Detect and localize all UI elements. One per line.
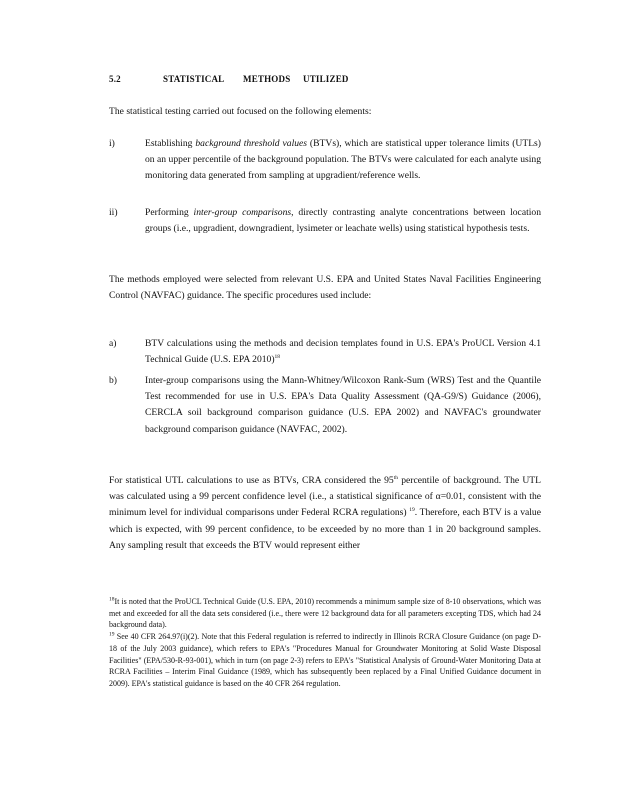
footnote-19: $^{19}$ See 40 CFR 264.97(i)(2). Note that this Federal regulation is referred to indirectly in Illinois RCRA Closure Guidance (on page D-18 of the July 2003 guidance), which refers to EPA's "Procedures Manual for Groundwater Monitoring at Solid Waste Disposal Facilities" (EPA/530-R-93-001), which in turn (on page 2-3) refers to EPA's "Statistical Analysis of Ground-Water Monitoring Data at RCRA Facilities – Interim Final Guidance (1989, which has subsequently been replaced by a Final Unified Guidance document in 2009). EPA's statistical guidance is based on the 40 CFR 264 regulation.: [109, 631, 541, 688]
section-number: 5.2: [109, 74, 121, 84]
section-title-word-3: UTILIZED: [303, 74, 349, 84]
section-title-word-1: STATISTICAL: [163, 74, 225, 84]
footnote-18: $^{18}$It is noted that the ProUCL Technical Guide (U.S. EPA, 2010) recommends a minimum sample size of 8-10 observations, which was met and exceeded for all the data sets considered (i.e., there were 12 background data for all parameters excepting TDS, which had 24 background data).: [109, 596, 541, 630]
element-body: Establishing background threshold values (BTVs), which are statistical upper tolerance limits (UTLs) on an upper percentile of the background population. The BTVs were calculated for each analyte using monitoring data generated from sampling at upgradient/reference wells.: [145, 138, 541, 182]
procedure-body: Inter-group comparisons using the Mann-Whitney/Wilcoxon Rank-Sum (WRS) Test and the Quantile Test recommended for use in U.S. EPA's Data Quality Assessment (QA-G9/S) Guidance (2006), CERCLA soil background comparison guidance (U.S. EPA 2002) and NAVFAC's groundwater background comparison guidance (NAVFAC, 2002).: [145, 375, 541, 435]
element-body: Performing inter-group comparisons, directly contrasting analyte concentrations between location groups (i.e., upgradient, downgradient, lysimeter or leachate wells) using statistical hypothesis tests.: [145, 207, 541, 235]
utl-paragraph: For statistical UTL calculations to use as BTVs, CRA considered the 95th percentile of background. The UTL was calculated using a 99 percent confidence level (i.e., a statistical significance of α=0.01, consistent with the minimum level for individual comparisons under Federal RCRA regulations) $^{19}$. Therefore, each BTV is a value which is expected, with 99 percent confidence, to be exceeded by no more than 1 in 20 background samples. Any sampling result that exceeds the BTV would represent either: [109, 474, 541, 551]
footnote-ref-19[interactable]: 19: [409, 507, 415, 514]
section-title-word-2: METHODS: [243, 74, 291, 84]
procedure-marker: b): [109, 375, 117, 386]
element-marker: ii): [109, 207, 118, 218]
procedure-marker: a): [109, 338, 117, 349]
footnote-ref-18[interactable]: 18: [274, 354, 281, 361]
intro-paragraph: The statistical testing carried out focused on the following elements:: [109, 106, 372, 117]
element-marker: i): [109, 138, 115, 149]
methods-paragraph: The methods employed were selected from relevant U.S. EPA and United States Naval Facilities Engineering Control (NAVFAC) guidance. The specific procedures used include:: [109, 274, 541, 302]
element-term: inter-group comparisons: [193, 207, 292, 218]
element-term: background threshold values: [195, 138, 308, 149]
footnotes: [109, 596, 541, 690]
procedure-body: BTV calculations using the methods and decision templates found in U.S. EPA's ProUCL Version 4.1 Technical Guide (U.S. EPA 2010)$^{18}$: [145, 338, 541, 366]
